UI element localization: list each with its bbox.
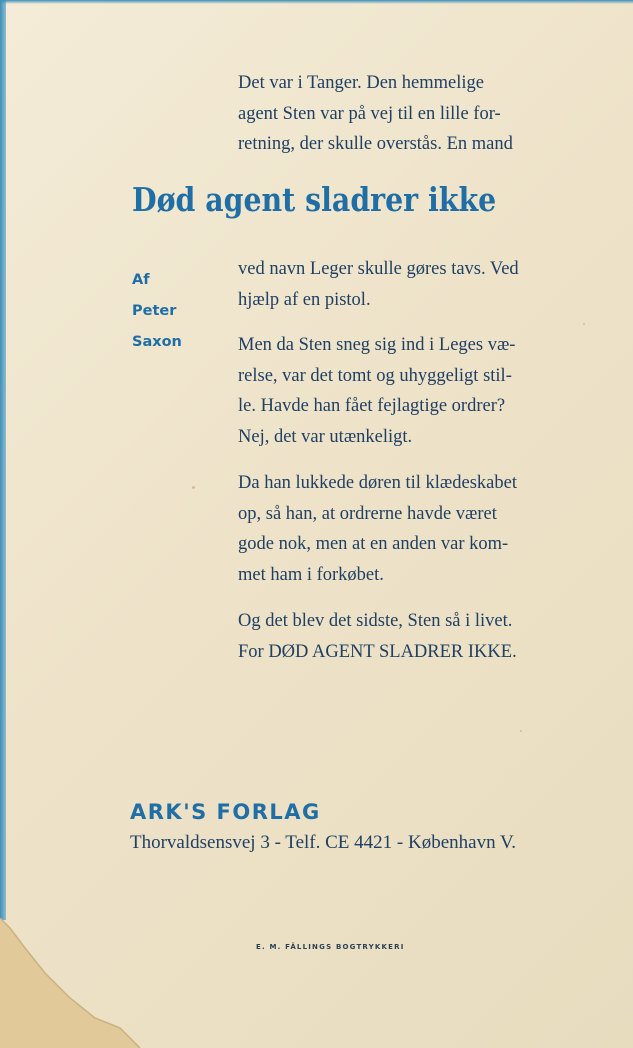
author-prefix: Af: [132, 272, 150, 288]
intro-line: retning, der skulle overstås. En mand: [238, 134, 513, 154]
cover-edge-left: [0, 0, 6, 920]
paragraph-line: met ham i forkøbet.: [238, 564, 384, 585]
paragraph-line: hjælp af en pistol.: [238, 289, 371, 310]
paragraph-line: gode nok, men at en anden var kom-: [238, 534, 509, 554]
book-title: Død agent sladrer ikke: [132, 180, 497, 219]
paragraph-line: Og det blev det sidste, Sten så i livet.: [238, 611, 513, 631]
paragraph-line: Nej, det var utænkeligt.: [238, 426, 413, 447]
paragraph-line: For DØD AGENT SLADRER IKKE.: [238, 641, 517, 662]
paragraph-line: le. Havde han fået fejlagtige ordrer?: [238, 396, 506, 416]
intro-paragraph: [238, 68, 560, 160]
paper-speck: [192, 486, 195, 489]
paragraph-2: [238, 254, 560, 315]
cover-edge-top: [0, 0, 633, 4]
paragraph-line: op, så han, at ordrerne havde været: [238, 503, 497, 524]
author-first-name: Peter: [132, 303, 177, 319]
author-last-name: Saxon: [132, 334, 182, 350]
intro-line: agent Sten var på vej til en lille for-: [238, 103, 501, 124]
intro-line: Det var i Tanger. Den hemmelige: [238, 73, 484, 93]
paragraph-line: relse, var det tomt og uhyggeligt stil-: [238, 365, 512, 386]
paragraph-line: Da han lukkede døren til klædeskabet: [238, 473, 517, 493]
paragraph-4: [238, 468, 560, 590]
printer-imprint: E. M. FÄLLINGS BOGTRYKKERI: [256, 943, 405, 951]
paragraph-line: ved navn Leger skulle gøres tavs. Ved: [238, 259, 519, 279]
torn-corner: [0, 918, 150, 1048]
paragraph-line: Men da Sten sneg sig ind i Leges væ-: [238, 335, 516, 355]
paragraph-5: [238, 606, 560, 667]
publisher-address: Thorvaldsensvej 3 - Telf. CE 4421 - København V.: [130, 832, 517, 853]
publisher-name: ARK'S FORLAG: [130, 800, 321, 824]
paper-speck: [520, 730, 522, 732]
paragraph-3: [238, 330, 560, 452]
paper-speck: [583, 323, 585, 325]
